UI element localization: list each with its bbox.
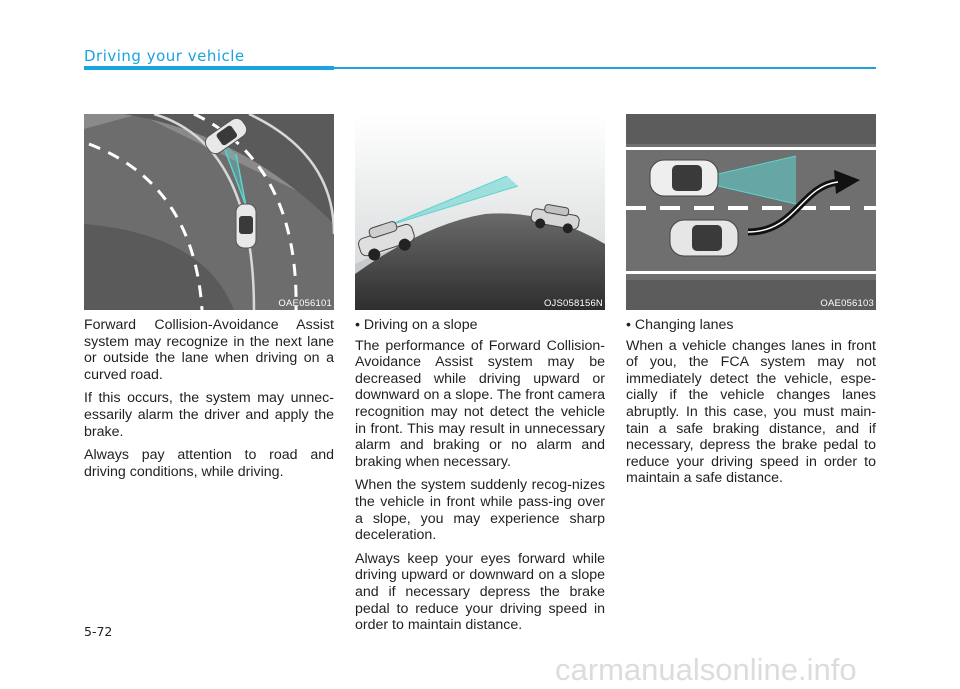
watermark-url: carmanualsonline.info	[555, 652, 857, 687]
lane-change-illustration	[626, 114, 876, 310]
curved-road-illustration	[84, 114, 334, 310]
page-number: 5-72	[84, 624, 113, 639]
figure-code: OJS058156N	[543, 298, 603, 309]
paragraph: Always keep your eyes forward while driving upward or downward on a slope and if necessary depress the brake pedal to reduce your driving speed in order to maintain distance.	[355, 550, 605, 634]
bullet-heading: • Changing lanes	[626, 317, 734, 333]
text-column-slope	[355, 317, 605, 641]
figure-code: OAE056101	[278, 298, 332, 309]
text-column-curved-road	[84, 317, 334, 487]
paragraph: If this occurs, the system may unnec-essarily alarm the driver and apply the brake.	[84, 390, 334, 440]
section-title: Driving your vehicle	[84, 47, 245, 65]
slope-illustration	[355, 114, 605, 310]
paragraph: When the system suddenly recog-nizes the vehicle in front while pass-ing over a slope, you may experience sharp deceleration.	[355, 477, 605, 544]
bullet-heading: • Driving on a slope	[355, 317, 478, 333]
paragraph: Forward Collision-Avoidance Assist system may recognize in the next lane or outside the lane when driving on a curved road.	[84, 317, 334, 383]
figure-lane-change	[626, 114, 876, 310]
paragraph: Always pay attention to road and driving conditions, while driving.	[84, 447, 334, 480]
header-rule-thin	[334, 67, 876, 69]
figure-slope	[355, 114, 605, 310]
paragraph: The performance of Forward Collision-Avoidance Assist system may be decreased while driving upward or downward on a slope. The front camera recognition may not detect the vehicle in front. This may result in unnecessary alarm and braking or no alarm and braking when necessary.	[355, 337, 605, 470]
figure-curved-road	[84, 114, 334, 310]
text-column-lane-change	[626, 317, 876, 494]
header-rule-thick	[84, 66, 334, 70]
paragraph: When a vehicle changes lanes in front of you, the FCA system may not immediately detect the vehicle, espe-cially if the vehicle changes lanes abruptly. In this case, you must main-tain a safe braking distance, and if necessary, depress the brake pedal to reduce your driving speed in order to maintain a safe distance.	[626, 337, 876, 487]
figure-code: OAE056103	[820, 298, 874, 309]
